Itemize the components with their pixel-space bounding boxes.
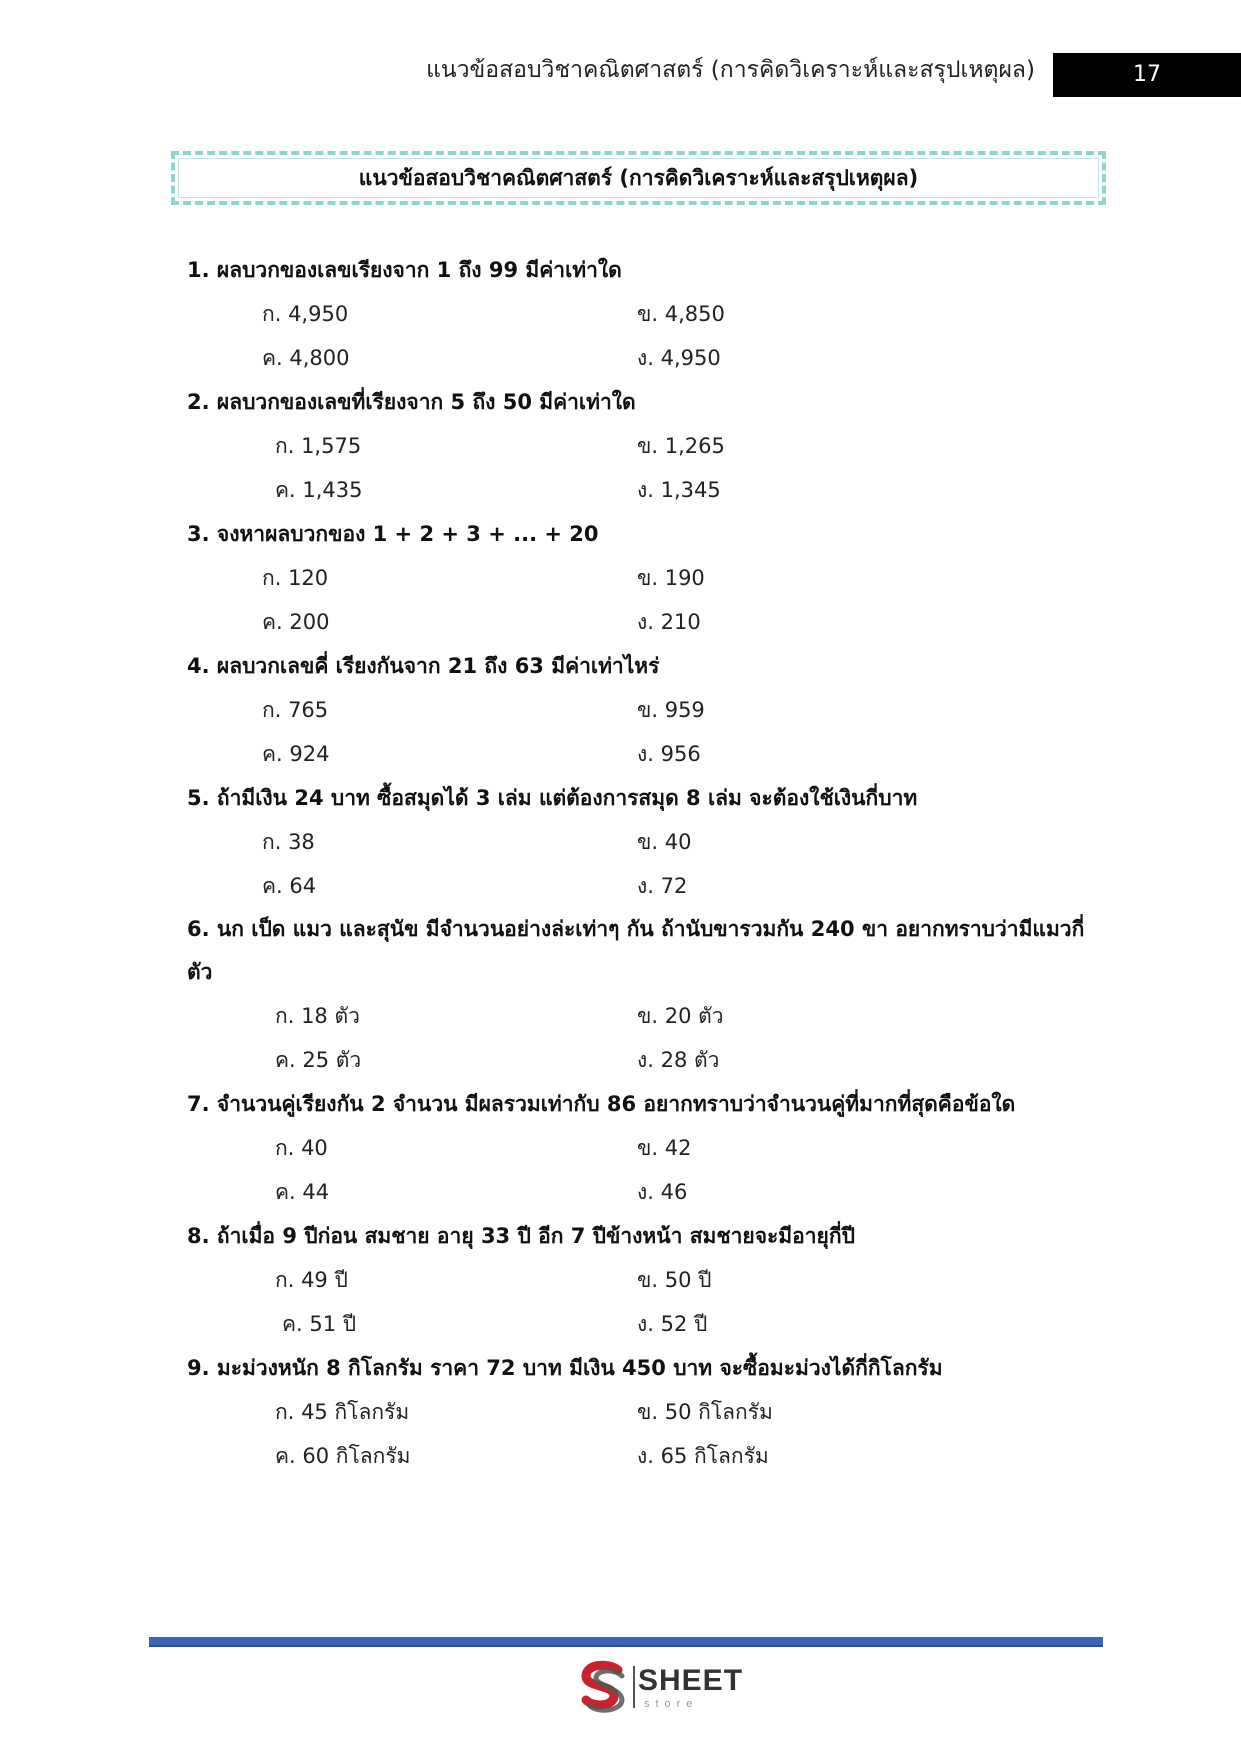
option-d: ง. 956 bbox=[637, 742, 701, 766]
option-c: ค. 64 bbox=[262, 874, 317, 898]
option-c: ค. 25 ตัว bbox=[275, 1048, 362, 1072]
option-b: ข. 4,850 bbox=[637, 302, 725, 326]
question-text: 5. ถ้ามีเงิน 24 บาท ซื้อสมุดได้ 3 เล่ม แต่ต้องการสมุด 8 เล่ม จะต้องใช้เงินกี่บาท bbox=[187, 786, 918, 810]
logo-s-icon bbox=[578, 1660, 630, 1716]
option-d: ง. 210 bbox=[637, 610, 701, 634]
question-text: 4. ผลบวกเลขคี่ เรียงกันจาก 21 ถึง 63 มีค่าเท่าไหร่ bbox=[187, 654, 660, 678]
option-d: ง. 65 กิโลกรัม bbox=[637, 1444, 769, 1468]
section-title-box bbox=[171, 151, 1106, 205]
question-text-line-1: 6. นก เป็ด แมว และสุนัข มีจำนวนอย่างล่ะเท่าๆ กัน ถ้านับขารวมกัน 240 ขา อยากทราบว่ามีแมวกี่ bbox=[187, 917, 1085, 941]
logo-divider bbox=[633, 1666, 635, 1708]
question-text: 1. ผลบวกของเลขเรียงจาก 1 ถึง 99 มีค่าเท่าใด bbox=[187, 258, 622, 282]
option-b: ข. 42 bbox=[637, 1136, 692, 1160]
question-2 bbox=[187, 380, 1117, 512]
question-text: 9. มะม่วงหนัก 8 กิโลกรัม ราคา 72 บาท มีเงิน 450 บาท จะซื้อมะม่วงได้กี่กิโลกรัม bbox=[187, 1356, 943, 1380]
header-title: แนวข้อสอบวิชาคณิตศาสตร์ (การคิดวิเคราะห์และสรุปเหตุผล) bbox=[426, 57, 1035, 83]
question-5 bbox=[187, 776, 1117, 908]
option-c: ค. 200 bbox=[262, 610, 330, 634]
question-text: 3. จงหาผลบวกของ 1 + 2 + 3 + ... + 20 bbox=[187, 522, 599, 546]
option-a: ก. 4,950 bbox=[262, 302, 349, 326]
option-a: ก. 120 bbox=[262, 566, 329, 590]
option-d: ง. 52 ปี bbox=[637, 1312, 708, 1336]
sheet-store-logo bbox=[578, 1660, 743, 1716]
option-d: ง. 46 bbox=[637, 1180, 688, 1204]
question-text: 7. จำนวนคู่เรียงกัน 2 จำนวน มีผลรวมเท่ากับ 86 อยากทราบว่าจำนวนคู่ที่มากที่สุดคือข้อใด bbox=[187, 1092, 1016, 1116]
question-text-line-2: ตัว bbox=[187, 960, 213, 984]
question-3 bbox=[187, 512, 1117, 644]
question-list bbox=[187, 248, 1117, 1478]
logo-subtext: store bbox=[644, 1698, 699, 1710]
option-d: ง. 4,950 bbox=[637, 346, 721, 370]
option-c: ค. 51 ปี bbox=[282, 1312, 357, 1336]
footer-divider-bar bbox=[149, 1637, 1103, 1647]
option-a: ก. 1,575 bbox=[275, 434, 362, 458]
question-8 bbox=[187, 1214, 1117, 1346]
option-b: ข. 20 ตัว bbox=[637, 1004, 724, 1028]
option-b: ข. 1,265 bbox=[637, 434, 725, 458]
question-text: 2. ผลบวกของเลขที่เรียงจาก 5 ถึง 50 มีค่าเท่าใด bbox=[187, 390, 636, 414]
option-b: ข. 50 ปี bbox=[637, 1268, 712, 1292]
option-c: ค. 4,800 bbox=[262, 346, 350, 370]
question-9 bbox=[187, 1346, 1117, 1478]
option-d: ง. 72 bbox=[637, 874, 688, 898]
option-a: ก. 18 ตัว bbox=[275, 1004, 360, 1028]
option-a: ก. 38 bbox=[262, 830, 315, 854]
option-b: ข. 50 กิโลกรัม bbox=[637, 1400, 773, 1424]
question-text: 8. ถ้าเมื่อ 9 ปีก่อน สมชาย อายุ 33 ปี อีก 7 ปีข้างหน้า สมชายจะมีอายุกี่ปี bbox=[187, 1224, 855, 1248]
option-d: ง. 1,345 bbox=[637, 478, 721, 502]
question-6 bbox=[187, 908, 1117, 1082]
option-c: ค. 44 bbox=[275, 1180, 330, 1204]
option-a: ก. 40 bbox=[275, 1136, 328, 1160]
option-a: ก. 765 bbox=[262, 698, 329, 722]
section-title: แนวข้อสอบวิชาคณิตศาสตร์ (การคิดวิเคราะห์และสรุปเหตุผล) bbox=[358, 165, 919, 190]
option-b: ข. 40 bbox=[637, 830, 692, 854]
option-b: ข. 959 bbox=[637, 698, 705, 722]
option-c: ค. 1,435 bbox=[275, 478, 363, 502]
page-number: 17 bbox=[1053, 53, 1241, 97]
option-b: ข. 190 bbox=[637, 566, 705, 590]
option-c: ค. 924 bbox=[262, 742, 330, 766]
option-c: ค. 60 กิโลกรัม bbox=[275, 1444, 411, 1468]
logo-word: SHEET bbox=[638, 1664, 744, 1697]
question-1 bbox=[187, 248, 1117, 380]
option-a: ก. 45 กิโลกรัม bbox=[275, 1400, 410, 1424]
question-4 bbox=[187, 644, 1117, 776]
question-7 bbox=[187, 1082, 1117, 1214]
option-d: ง. 28 ตัว bbox=[637, 1048, 720, 1072]
option-a: ก. 49 ปี bbox=[275, 1268, 348, 1292]
